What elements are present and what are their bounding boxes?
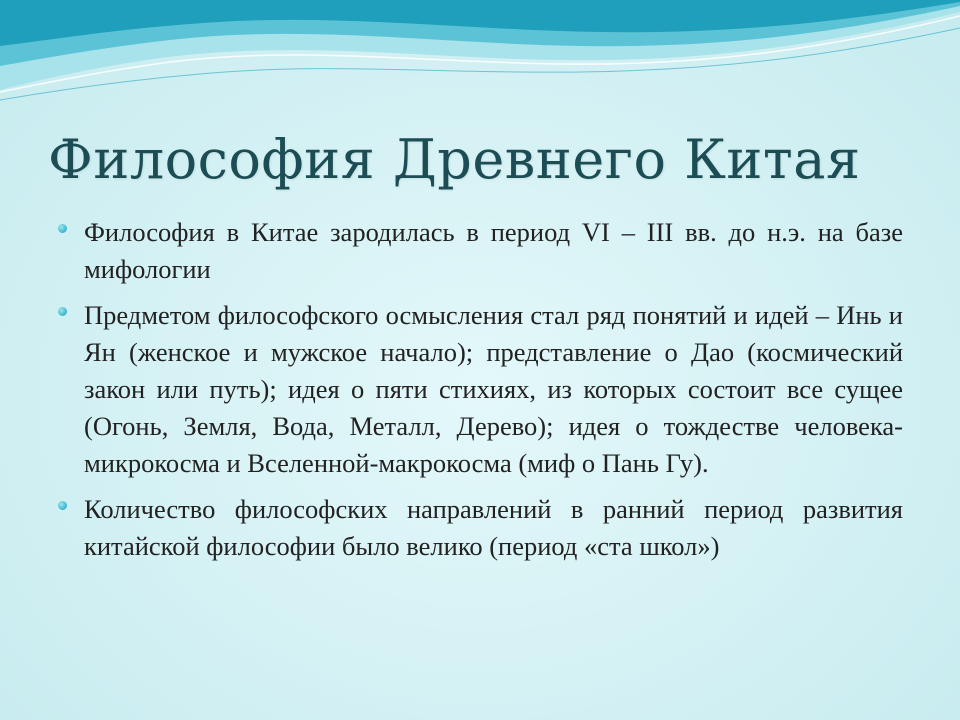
bullet-item <box>58 491 903 565</box>
bullet-item <box>58 214 903 288</box>
bullet-dot-icon <box>58 307 67 316</box>
bullet-list <box>58 214 903 574</box>
bullet-dot-icon <box>58 224 67 233</box>
bullet-text: Философия в Китае зародилась в период VI – III вв. до н.э. на базе мифологии <box>84 217 903 284</box>
bullet-dot-icon <box>58 501 67 510</box>
bullet-text: Предметом философского осмысления стал ряд понятий и идей – Инь и Ян (женское и мужское начало); представление о Дао (космический закон или путь); идея о пяти стихиях, из которых состоит все сущее (Огонь, Земля, Вода, Металл, Дерево); идея о тождестве человека-микрокосма и Вселенной-макрокосма (миф о Пань Гу). <box>84 300 903 478</box>
slide-title: Философия Древнего Китая <box>48 128 861 191</box>
bullet-item <box>58 297 903 482</box>
bullet-text: Количество философских направлений в ранний период развития китайской философии было велико (период «ста школ») <box>84 494 903 561</box>
decorative-wave-header <box>0 0 960 120</box>
